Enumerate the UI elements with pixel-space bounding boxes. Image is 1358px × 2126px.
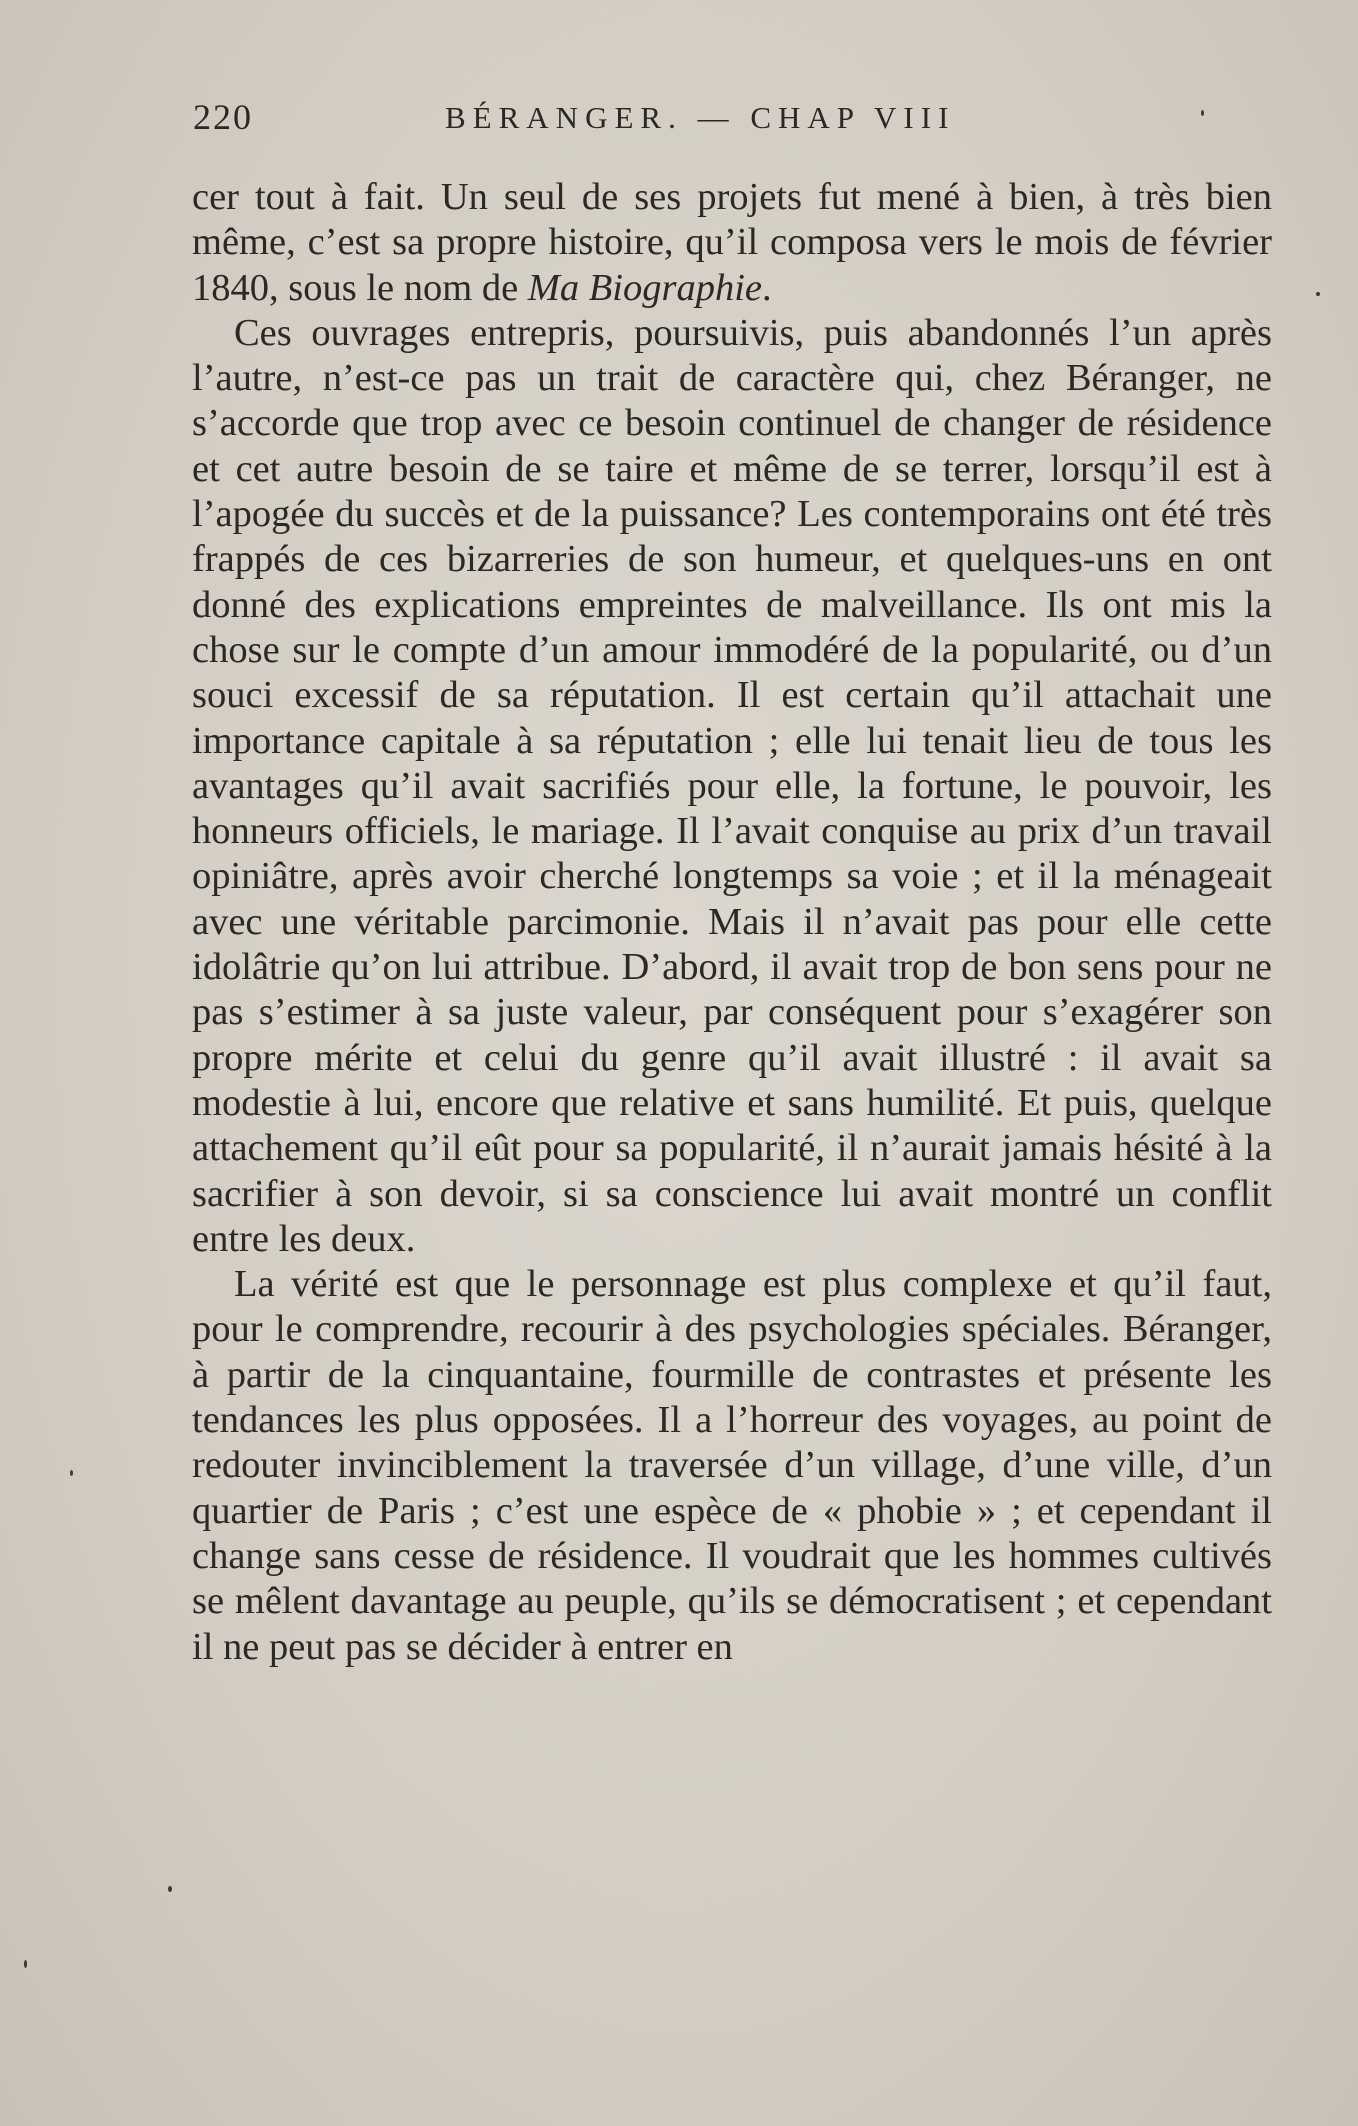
- paper-speck: [1201, 110, 1204, 116]
- paragraph: Ces ouvrages entrepris, poursuivis, puis abandonnés l’un après l’autre, n’est-ce pas un trait de caractère qui, chez Béranger, ne s’accorde que trop avec ce besoin continuel de changer de résidence et cet autre besoin de se taire et même de se terrer, lorsqu’il est à l’apogée du succès et de la puissance? Les contemporains ont été très frappés de ces bizarreries de son humeur, et quelques-uns en ont donné des explications empreintes de malveillance. Ils ont mis la chose sur le compte d’un amour immodéré de la popularité, ou d’un souci excessif de sa réputation. Il est certain qu’il attachait une importance capitale à sa réputation ; elle lui tenait lieu de tous les avantages qu’il avait sacrifiés pour elle, la fortune, le pouvoir, les honneurs officiels, le mariage. Il l’avait conquise au prix d’un travail opiniâtre, après avoir cherché longtemps sa voie ; et il la ménageait avec une véritable parcimonie. Mais il n’avait pas pour elle cette idolâtrie qu’on lui attribue. D’abord, il avait trop de bon sens pour ne pas s’estimer à sa juste valeur, par conséquent pour s’exagérer son propre mérite et celui du genre qu’il avait illustré : il avait sa modestie à lui, encore que relative et sans humilité. Et puis, quelque attachement qu’il eût pour sa popularité, il n’aurait jamais hésité à la sacrifier à son devoir, si sa conscience lui avait montré un conflit entre les deux.: [192, 311, 1272, 1260]
- paper-speck: [1316, 292, 1320, 296]
- paragraph-text: .: [761, 266, 772, 309]
- paper-speck: [24, 1960, 27, 1968]
- book-title: Ma Biographie: [527, 266, 762, 309]
- page-header: [193, 96, 1273, 156]
- paragraph-continued: [192, 175, 1272, 311]
- paper-speck: [70, 1470, 73, 1476]
- paragraph: La vérité est que le personnage est plus complexe et qu’il faut, pour le comprendre, recourir à des psychologies spéciales. Béranger, à partir de la cinquantaine, fourmille de contrastes et présente les tendances les plus opposées. Il a l’horreur des voyages, au point de redouter invinciblement la traversée d’un village, d’une ville, d’un quartier de Paris ; c’est une espèce de « phobie » ; et cependant il change sans cesse de résidence. Il voudrait que les hommes cultivés se mêlent davantage au peuple, qu’ils se démocratisent ; et cependant il ne peut pas se décider à entrer en: [192, 1263, 1272, 1668]
- paper-speck: [168, 1886, 172, 1892]
- paragraph-text: cer tout à fait. Un seul de ses projets fut mené à bien, à très bien même, c’est sa propre histoire, qu’il composa vers le mois de février 1840, sous le nom de: [192, 176, 1272, 309]
- running-head: BÉRANGER. — CHAP VIII: [445, 100, 956, 135]
- body-text: [192, 175, 1272, 1670]
- page-number: 220: [193, 97, 253, 137]
